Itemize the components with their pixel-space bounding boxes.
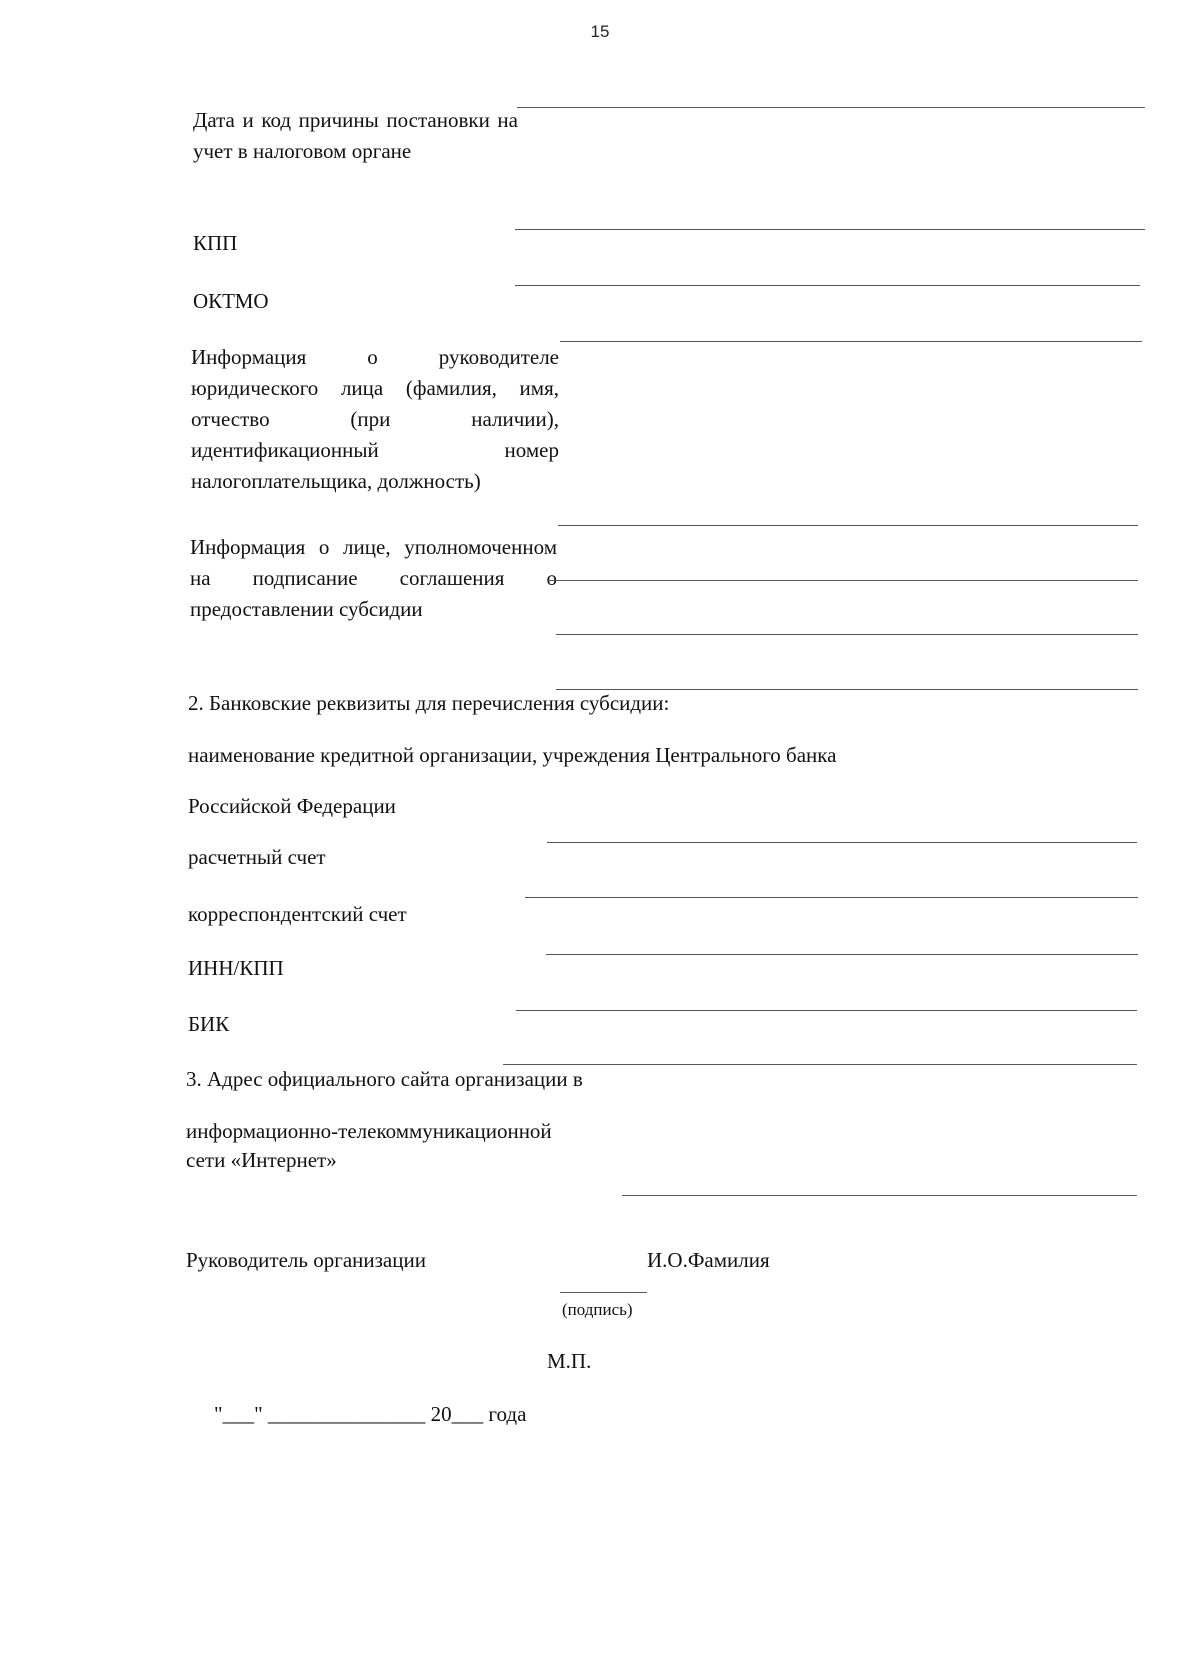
signature-line [560, 1292, 647, 1293]
signatory-info-label: Информация о лице, уполномоченном на подписание соглашения о предоставлении субсидии [190, 535, 557, 621]
bik-field-line [503, 1064, 1137, 1065]
bank-name-label-line1: наименование кредитной организации, учреждения Центрального банка [188, 743, 837, 767]
date-line: "___" _______________ 20___ года [214, 1402, 527, 1426]
registration-field-line-bottom [515, 229, 1145, 230]
head-info-field-line [558, 525, 1138, 526]
inn-kpp-label: ИНН/КПП [188, 956, 284, 980]
settlement-account-field-line [525, 897, 1138, 898]
correspondent-account-label: корреспондентский счет [188, 902, 407, 926]
website-heading-line1: 3. Адрес официального сайта организации в [186, 1067, 583, 1091]
signatory-field-line-1 [548, 580, 1138, 581]
inn-kpp-field-line [516, 1010, 1137, 1011]
bank-name-label-line2: Российской Федерации [188, 794, 396, 818]
website-heading-line2: информационно-телекоммуникационной [186, 1119, 552, 1143]
signatory-field-line-2 [556, 634, 1138, 635]
website-field-line [622, 1195, 1137, 1196]
oktmo-label: ОКТМО [193, 289, 269, 313]
correspondent-account-field-line [546, 954, 1138, 955]
settlement-account-label: расчетный счет [188, 845, 326, 869]
signature-caption: (подпись) [562, 1300, 633, 1319]
kpp-field-line [515, 285, 1140, 286]
bank-name-field-line [547, 842, 1137, 843]
registration-label: Дата и код причины постановки на учет в налоговом органе [193, 108, 518, 163]
bik-label: БИК [188, 1012, 230, 1036]
page-number: 15 [590, 22, 610, 41]
oktmo-field-line [560, 341, 1142, 342]
kpp-label: КПП [193, 231, 238, 255]
name-placeholder: И.О.Фамилия [647, 1248, 770, 1272]
registration-field-line [517, 107, 1145, 108]
head-info-label: Информация о руководителе юридического лица (фамилия, имя, отчество (при наличии), идентификационный номер налогоплательщика, должность) [191, 345, 559, 493]
stamp-label: М.П. [547, 1349, 592, 1373]
head-of-organization-label: Руководитель организации [186, 1248, 426, 1272]
website-heading-line3: сети «Интернет» [186, 1148, 337, 1172]
bank-details-heading: 2. Банковские реквизиты для перечисления субсидии: [188, 691, 670, 715]
